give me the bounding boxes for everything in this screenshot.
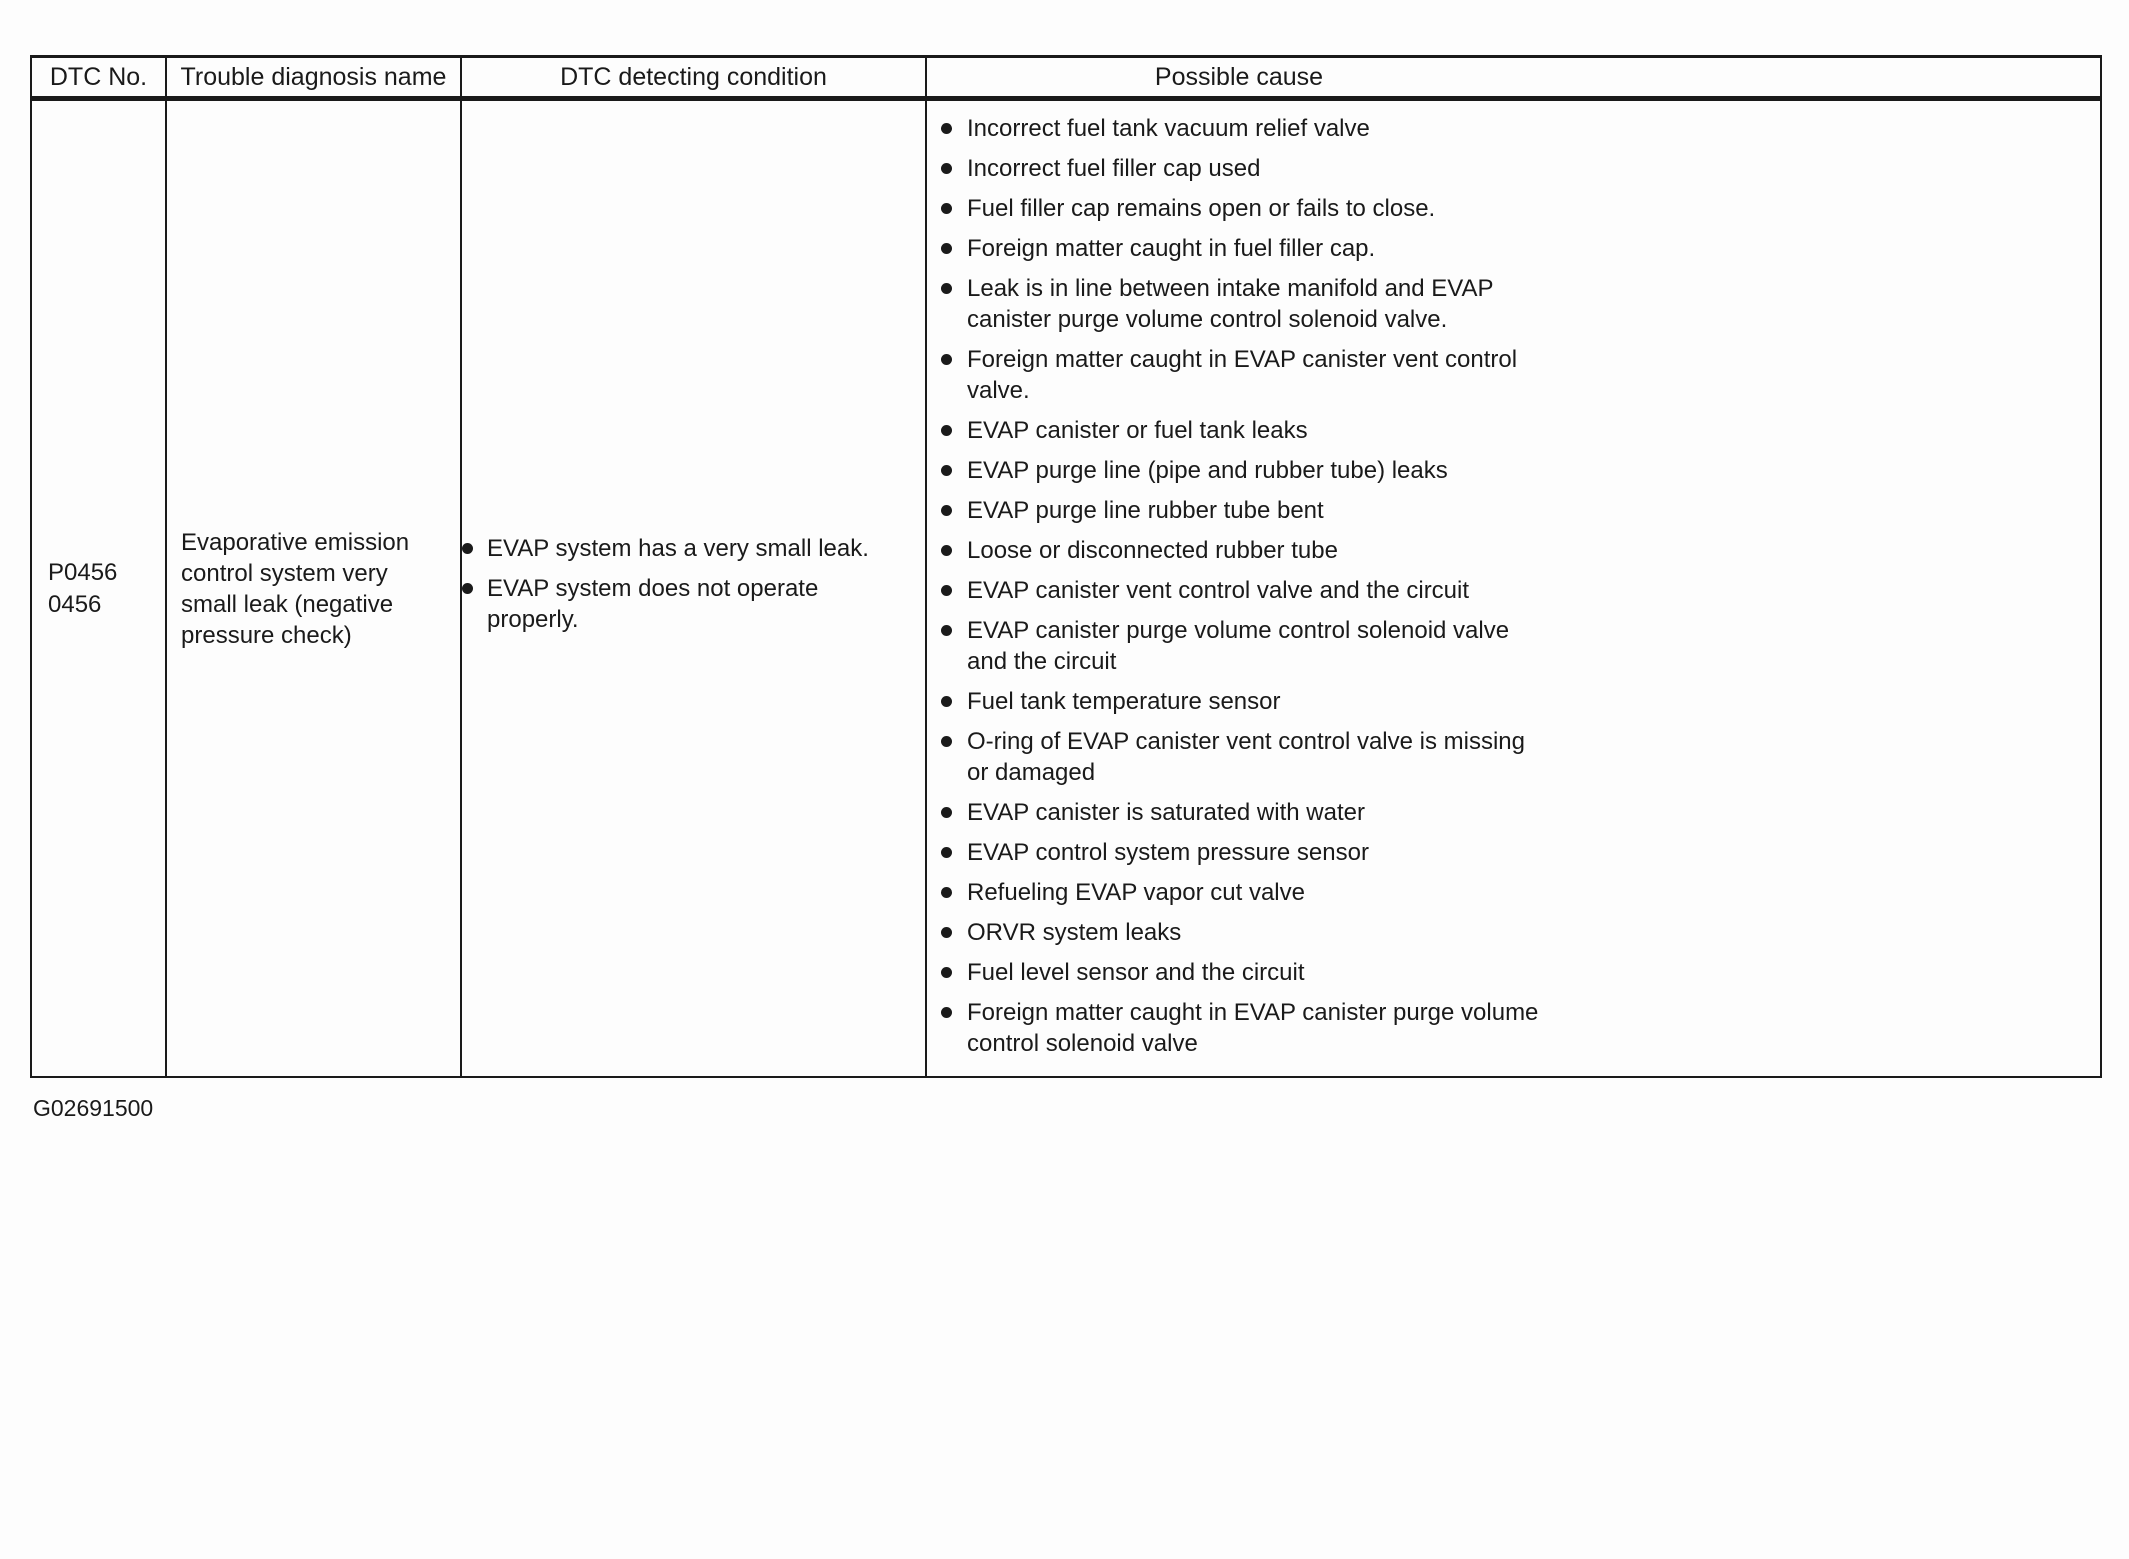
possible-cause-item: EVAP purge line (pipe and rubber tube) leaks — [941, 455, 1545, 486]
detecting-condition-list — [462, 533, 923, 635]
possible-cause-item: Incorrect fuel filler cap used — [941, 153, 1545, 184]
dtc-table — [30, 55, 2102, 1078]
dtc-code-secondary: 0456 — [48, 590, 102, 618]
possible-cause-list — [941, 113, 2092, 1059]
possible-cause-item: Fuel level sensor and the circuit — [941, 957, 1545, 988]
possible-cause-item: EVAP canister or fuel tank leaks — [941, 415, 1545, 446]
possible-cause-item: Leak is in line between intake manifold and EVAP canister purge volume control solenoid valve. — [941, 273, 1545, 335]
header-possible-cause-label: Possible cause — [1154, 63, 1324, 91]
possible-cause-item: Foreign matter caught in EVAP canister purge volume control solenoid valve — [941, 997, 1545, 1059]
possible-cause-item: Incorrect fuel tank vacuum relief valve — [941, 113, 1545, 144]
header-trouble-diagnosis-name: Trouble diagnosis name — [166, 57, 461, 99]
possible-cause-item: Fuel tank temperature sensor — [941, 686, 1545, 717]
trouble-diagnosis-text: Evaporative emission control system very small leak (negative pressure check) — [181, 528, 410, 649]
possible-cause-item: Foreign matter caught in fuel filler cap. — [941, 233, 1545, 264]
possible-cause-item: EVAP canister purge volume control solenoid valve and the circuit — [941, 615, 1545, 677]
header-dtc-no: DTC No. — [31, 57, 166, 99]
possible-cause-item: EVAP canister vent control valve and the circuit — [941, 575, 1545, 606]
detecting-condition-item: EVAP system does not operate properly. — [462, 573, 899, 635]
possible-cause-item: EVAP canister is saturated with water — [941, 797, 1545, 828]
detecting-condition-item: EVAP system has a very small leak. — [462, 533, 899, 564]
cell-dtc-no — [31, 99, 166, 1078]
cell-trouble-diagnosis-name — [166, 99, 461, 1078]
possible-cause-item: EVAP purge line rubber tube bent — [941, 495, 1545, 526]
cell-dtc-detecting-condition — [461, 99, 926, 1078]
possible-cause-item: Loose or disconnected rubber tube — [941, 535, 1545, 566]
possible-cause-item: Fuel filler cap remains open or fails to close. — [941, 193, 1545, 224]
possible-cause-item: O-ring of EVAP canister vent control valve is missing or damaged — [941, 726, 1545, 788]
possible-cause-item: Foreign matter caught in EVAP canister vent control valve. — [941, 344, 1545, 406]
header-dtc-detecting-condition: DTC detecting condition — [461, 57, 926, 99]
figure-id: G02691500 — [33, 1095, 154, 1121]
table-row — [31, 99, 2101, 1078]
header-possible-cause — [926, 57, 2101, 99]
possible-cause-item: EVAP control system pressure sensor — [941, 837, 1545, 868]
possible-cause-item: Refueling EVAP vapor cut valve — [941, 877, 1545, 908]
dtc-code-primary: P0456 — [48, 558, 118, 586]
table-header-row — [31, 57, 2101, 99]
cell-possible-cause — [926, 99, 2101, 1078]
possible-cause-item: ORVR system leaks — [941, 917, 1545, 948]
